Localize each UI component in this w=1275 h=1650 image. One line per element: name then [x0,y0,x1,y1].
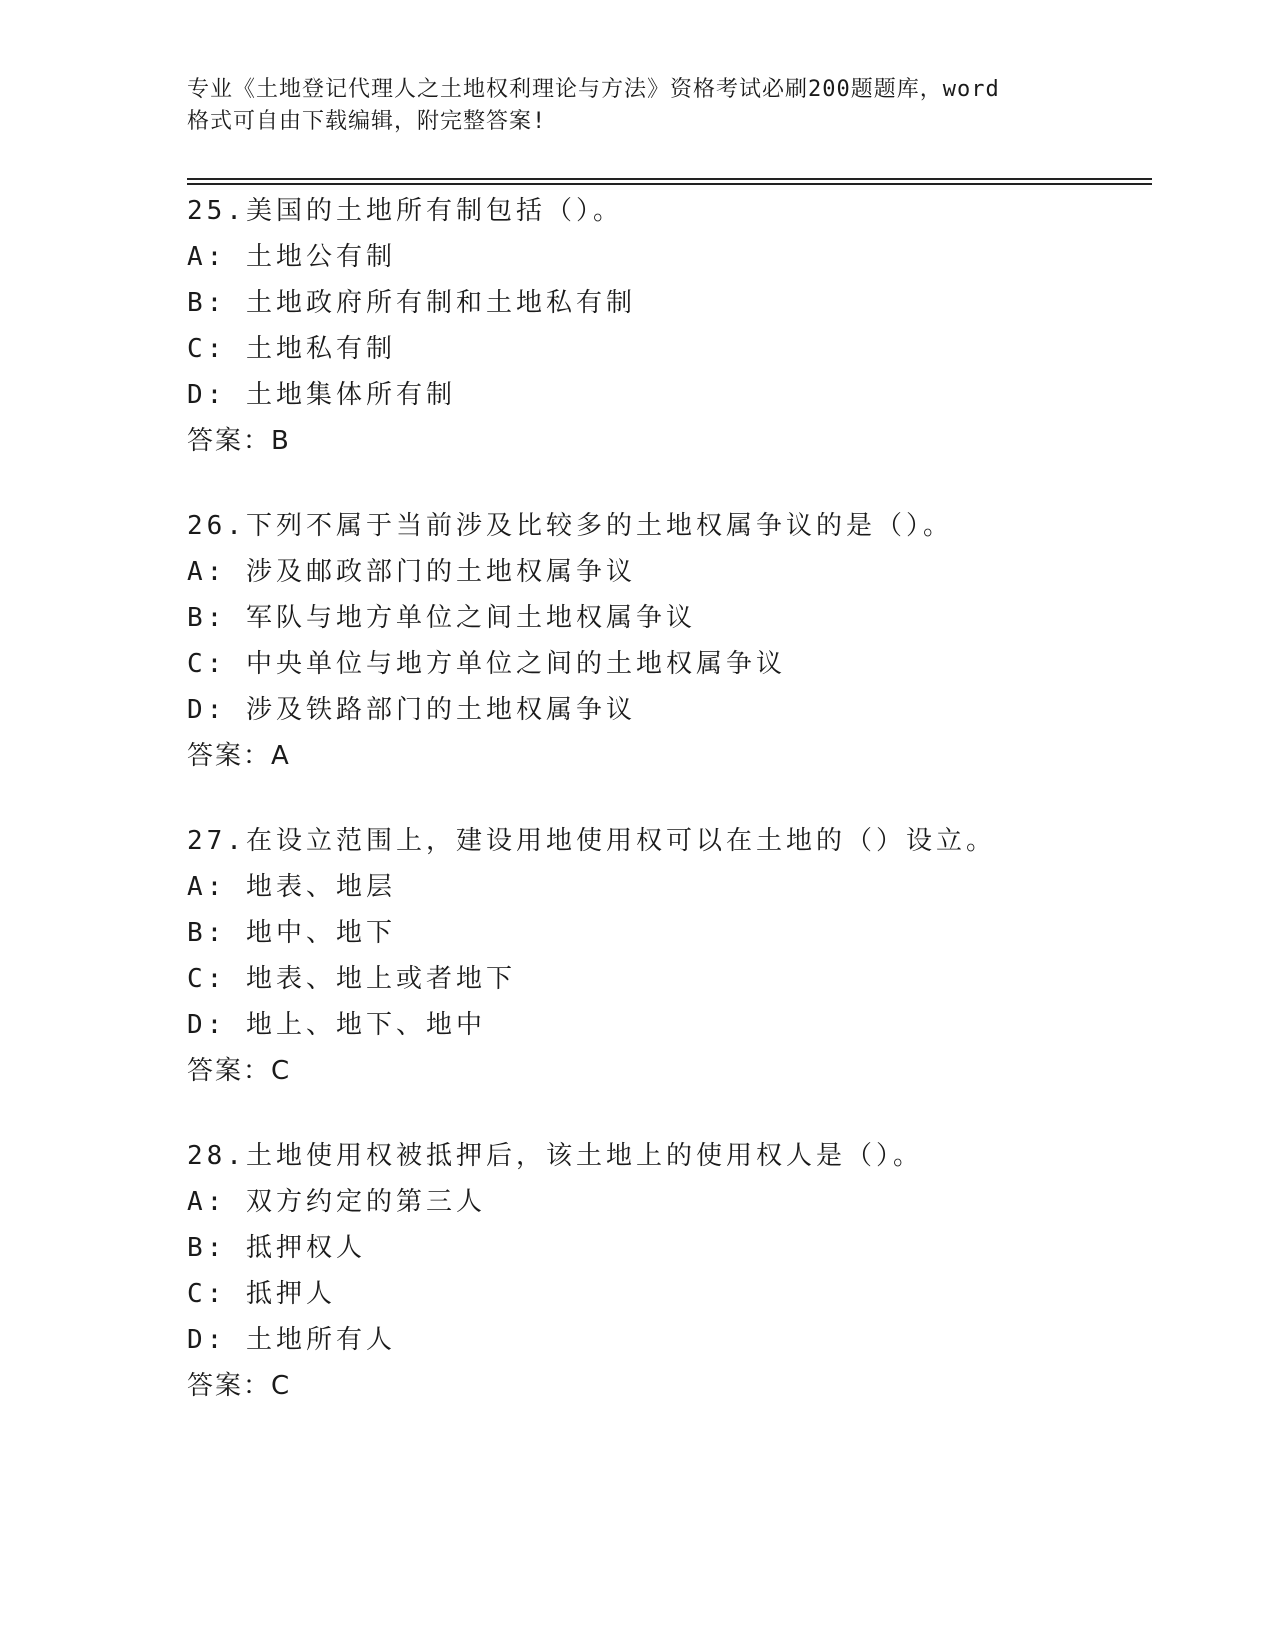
question-stem: 27.在设立范围上，建设用地使用权可以在土地的（）设立。 [187,826,996,856]
option-b: B: 抵押权人 [187,1233,366,1263]
header-divider-top [187,178,1152,180]
option-c: C: 土地私有制 [187,334,396,364]
option-a: A: 双方约定的第三人 [187,1187,486,1217]
document-header [187,74,1077,138]
question-block-27 [187,818,1147,1094]
question-block-26 [187,503,1147,779]
option-c: C: 地表、地上或者地下 [187,964,516,994]
option-a: A: 涉及邮政部门的土地权属争议 [187,557,636,587]
option-d: D: 土地集体所有制 [187,380,456,410]
option-d: D: 涉及铁路部门的土地权属争议 [187,695,636,725]
header-line-1: 专业《土地登记代理人之土地权利理论与方法》资格考试必刷200题题库，word [187,77,1000,102]
option-c: C: 抵押人 [187,1279,336,1309]
option-a: A: 地表、地层 [187,872,396,902]
option-b: B: 地中、地下 [187,918,396,948]
header-line-2: 格式可自由下载编辑，附完整答案! [187,109,547,134]
answer-line: 答案：B [187,426,291,456]
option-a: A: 土地公有制 [187,242,396,272]
option-c: C: 中央单位与地方单位之间的土地权属争议 [187,649,786,679]
answer-line: 答案：C [187,1371,292,1401]
question-stem: 26.下列不属于当前涉及比较多的土地权属争议的是（）。 [187,511,953,541]
question-stem: 25.美国的土地所有制包括（）。 [187,196,623,226]
option-d: D: 地上、地下、地中 [187,1010,486,1040]
question-block-25 [187,188,1147,464]
answer-line: 答案：A [187,741,291,771]
option-d: D: 土地所有人 [187,1325,396,1355]
question-stem: 28.土地使用权被抵押后，该土地上的使用权人是（）。 [187,1141,923,1171]
header-divider-bottom [187,183,1152,185]
option-b: B: 土地政府所有制和土地私有制 [187,288,636,318]
option-b: B: 军队与地方单位之间土地权属争议 [187,603,696,633]
answer-line: 答案：C [187,1056,292,1086]
question-block-28 [187,1133,1147,1409]
